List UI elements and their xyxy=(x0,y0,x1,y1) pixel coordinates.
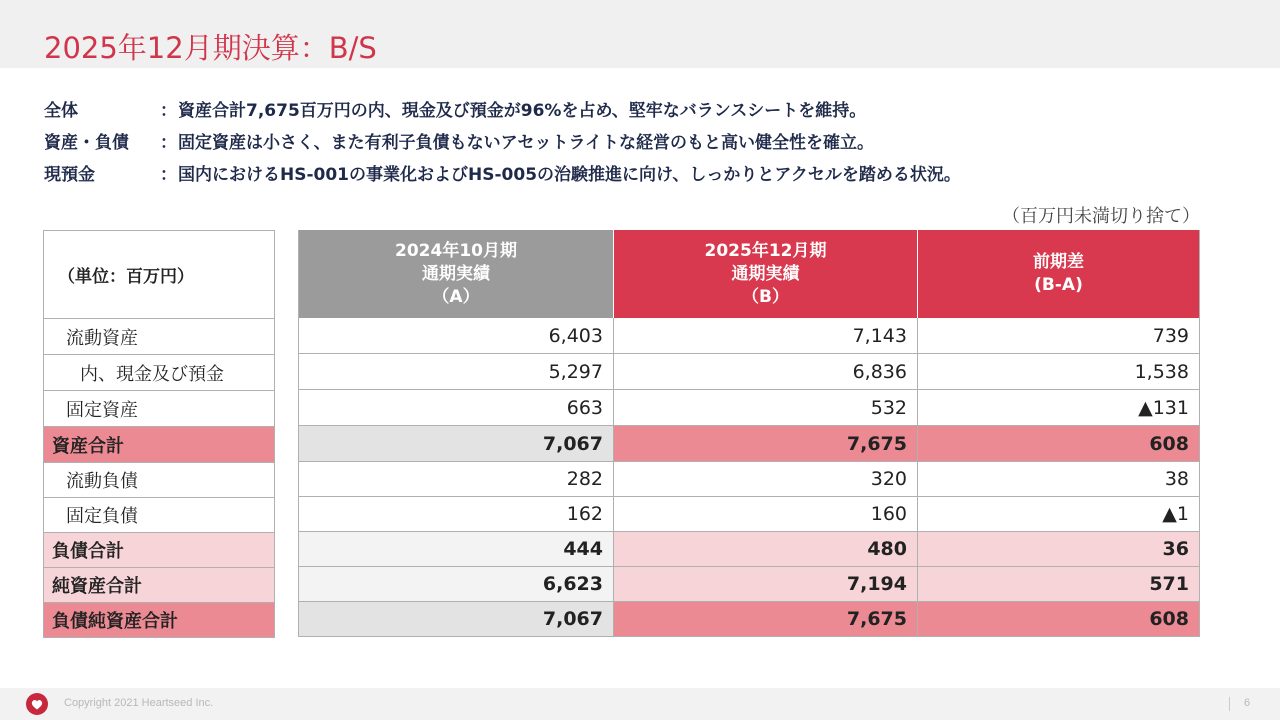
summary-label: 全体 xyxy=(44,100,78,121)
unit-note: （百万円未満切り捨て） xyxy=(1002,206,1200,227)
cell-prior: 663 xyxy=(299,390,613,426)
table-row-total xyxy=(299,426,1199,462)
row-label-table xyxy=(43,230,275,638)
cell-current: 320 xyxy=(613,462,917,497)
cell-diff: 571 xyxy=(917,567,1199,602)
summary-row xyxy=(44,124,1244,156)
cell-current: 480 xyxy=(613,532,917,567)
summary-label: 資産・負債 xyxy=(44,132,129,153)
summary-row xyxy=(44,92,1244,124)
cell-diff: 1,538 xyxy=(917,354,1199,390)
header-line: 2024年10月期 xyxy=(395,240,517,261)
cell-current: 160 xyxy=(613,497,917,532)
summary-section xyxy=(44,92,1244,188)
summary-separator: ： xyxy=(160,164,177,185)
table-row xyxy=(299,318,1199,354)
cell-current: 7,675 xyxy=(613,602,917,637)
header-line: 通期実績 xyxy=(731,263,800,284)
cell-current: 532 xyxy=(613,390,917,426)
page-separator xyxy=(1229,697,1230,711)
summary-text: 固定資産は小さく、また有利子負債もないアセットライトな経営のもと高い健全性を確立。 xyxy=(178,132,874,153)
header-line: 通期実績 xyxy=(422,263,490,284)
cell-prior: 7,067 xyxy=(299,602,613,637)
table-row xyxy=(299,390,1199,426)
cell-diff: 36 xyxy=(917,532,1199,567)
header-line: （A） xyxy=(432,286,480,307)
table-row xyxy=(299,354,1199,390)
cell-prior: 7,067 xyxy=(299,426,613,462)
cell-prior: 6,623 xyxy=(299,567,613,602)
header-line: 2025年12月期 xyxy=(704,240,827,261)
cell-diff: 38 xyxy=(917,462,1199,497)
cell-prior: 162 xyxy=(299,497,613,532)
heart-logo-icon xyxy=(26,693,48,715)
footer xyxy=(0,688,1280,720)
summary-row xyxy=(44,156,1244,188)
page-number: 6 xyxy=(1244,697,1251,709)
cell-current: 7,143 xyxy=(613,318,917,354)
cell-diff: ▲1 xyxy=(917,497,1199,532)
row-label-total-net-assets: 純資産合計 xyxy=(44,568,274,603)
header-current-period xyxy=(613,230,917,318)
cell-prior: 282 xyxy=(299,462,613,497)
cell-diff: ▲131 xyxy=(917,390,1199,426)
row-label-fixed-liabilities: 固定負債 xyxy=(44,498,274,533)
summary-separator: ： xyxy=(160,100,177,121)
cell-current: 7,194 xyxy=(613,567,917,602)
copyright-text: Copyright 2021 Heartseed Inc. xyxy=(64,697,214,709)
page-title: 2025年12月期決算：B/S xyxy=(44,31,377,65)
row-label-cash-deposits: 内、現金及び預金 xyxy=(44,355,274,391)
cell-diff: 608 xyxy=(917,602,1199,637)
row-label-total-assets: 資産合計 xyxy=(44,427,274,463)
row-label-current-assets: 流動資産 xyxy=(44,319,274,355)
cell-prior: 444 xyxy=(299,532,613,567)
cell-diff: 739 xyxy=(917,318,1199,354)
unit-label: （単位：百万円） xyxy=(44,231,274,319)
cell-current: 6,836 xyxy=(613,354,917,390)
summary-text: 資産合計7,675百万円の内、現金及び預金が96%を占め、堅牢なバランスシートを維持。 xyxy=(178,100,867,121)
row-label-total-liabilities-net-assets: 負債純資産合計 xyxy=(44,603,274,638)
row-label-fixed-assets: 固定資産 xyxy=(44,391,274,427)
table-row-subtotal xyxy=(299,567,1199,602)
summary-label: 現預金 xyxy=(44,164,95,185)
row-label-current-liabilities: 流動負債 xyxy=(44,463,274,498)
header-line: （B） xyxy=(742,286,789,307)
table-header-row xyxy=(299,230,1199,318)
header-difference xyxy=(917,230,1199,318)
row-label-total-liabilities: 負債合計 xyxy=(44,533,274,568)
title-bar xyxy=(0,0,1280,68)
table-row xyxy=(299,462,1199,497)
header-prior-period xyxy=(299,230,613,318)
cell-current: 7,675 xyxy=(613,426,917,462)
cell-prior: 6,403 xyxy=(299,318,613,354)
header-line: 前期差 xyxy=(1033,252,1084,272)
cell-prior: 5,297 xyxy=(299,354,613,390)
cell-diff: 608 xyxy=(917,426,1199,462)
table-row-subtotal xyxy=(299,532,1199,567)
summary-text: 国内におけるHS-001の事業化およびHS-005の治験推進に向け、しっかりとアクセルを踏める状況。 xyxy=(178,164,961,185)
table-row xyxy=(299,497,1199,532)
table-row-total xyxy=(299,602,1199,637)
summary-separator: ： xyxy=(160,132,177,153)
balance-sheet-table xyxy=(298,230,1200,637)
header-line: (B-A) xyxy=(1034,275,1083,295)
